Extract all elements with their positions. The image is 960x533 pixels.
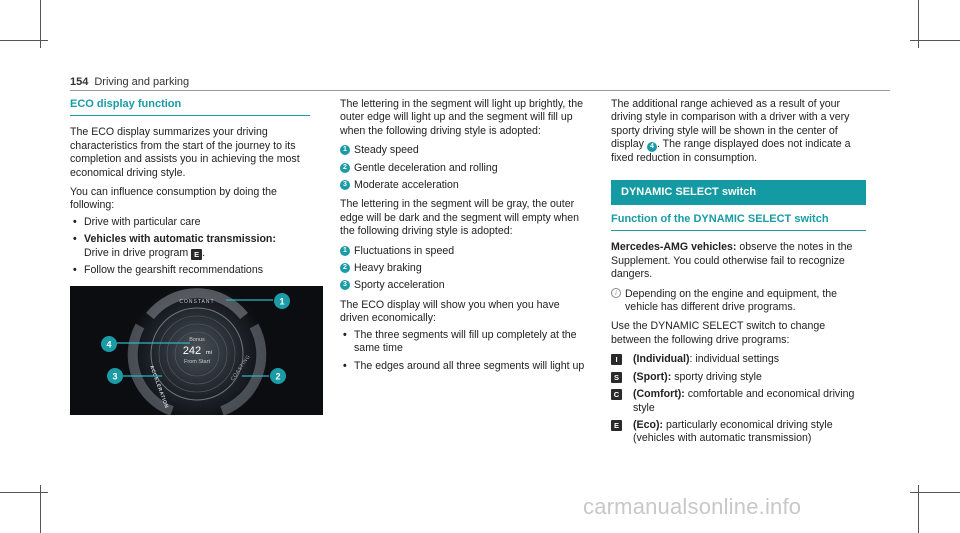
program-individual: I (Individual): individual settings [611, 353, 866, 366]
svg-text:3: 3 [112, 371, 118, 382]
eco-program-key-icon: E [611, 420, 622, 431]
bright-list [340, 144, 590, 192]
label-acceleration: ACCELERATION [148, 364, 170, 410]
sport-key-icon: S [611, 372, 622, 383]
list-item: 1 Steady speed [340, 144, 590, 157]
column-segments [340, 98, 590, 379]
eco-key-icon: E [191, 249, 202, 260]
page-header [70, 76, 189, 89]
callout-ref-4: 4 [647, 142, 657, 152]
eco-heading: ECO display function [70, 98, 310, 116]
info-note: i Depending on the engine and equipment, the vehicle has different drive programs. [611, 288, 866, 315]
page-number: 154 [70, 76, 89, 88]
bonus-value: 242 [182, 345, 202, 357]
bonus-sub: From Start [184, 359, 210, 365]
range-text: The additional range achieved as a result of your driving style in comparison with a driver with a very sporty driving style will be shown in the center of display 4 . The range displayed does not indicate a fixed reduction in consumption. [611, 98, 851, 165]
crop-mark [0, 40, 48, 41]
bonus-label: Bonus [189, 337, 205, 343]
list-item: • The three segments will fill up completely at the same time [343, 328, 577, 355]
list-item: 1 Fluctuations in speed [340, 245, 590, 258]
eco-tips [70, 216, 310, 278]
segment-bright-text: The lettering in the segment will light up brightly, the outer edge will light up and the segment will fill up when the following driving style is adopted: [340, 98, 583, 137]
list-item: • Follow the gearshift recommendations [73, 264, 264, 277]
callout-4 [101, 336, 117, 352]
economical-list [340, 329, 590, 373]
list-item: • Drive with particular care [73, 215, 201, 228]
individual-key-icon: I [611, 354, 622, 365]
list-item: 2 Heavy braking [340, 262, 590, 275]
callout-1 [274, 293, 290, 309]
list-item: 3 Sporty acceleration [340, 279, 590, 292]
info-icon: i [611, 288, 621, 298]
economical-text: The ECO display will show you when you have driven economically: [340, 298, 560, 325]
eco-influence: You can influence consumption by doing the following: [70, 186, 277, 212]
program-comfort: C (Comfort): comfortable and economical driving style [611, 388, 866, 415]
column-dynamic-select [611, 98, 866, 450]
list-item: • Vehicles with automatic transmission: Drive in drive program E . [73, 233, 276, 259]
dynamic-select-heading: Function of the DYNAMIC SELECT switch [611, 213, 866, 231]
callout-2 [270, 368, 286, 384]
segment-gray-text: The lettering in the segment will be gray, the outer edge will be dark and the segment will empty when the following driving style is adopted: [340, 198, 580, 238]
program-eco: E (Eco): particularly economical driving style (vehicles with automatic transmission) [611, 419, 866, 446]
eco-intro: The ECO display summarizes your driving characteristics from the start of the journey to its completion and assists you in achieving the most economical driving style. [70, 126, 300, 179]
list-item: • The edges around all three segments will light up [343, 359, 585, 372]
header-rule [70, 90, 890, 91]
watermark: carmanualsonline.info [583, 494, 802, 519]
section-title: Driving and parking [94, 76, 190, 88]
program-sport: S (Sport): sporty driving style [611, 371, 866, 384]
svg-text:4: 4 [106, 339, 112, 350]
svg-text:2: 2 [275, 371, 281, 382]
crop-mark [910, 40, 960, 41]
comfort-key-icon: C [611, 389, 622, 400]
crop-mark [910, 492, 960, 493]
crop-mark [0, 492, 48, 493]
eco-display-graphic [70, 286, 323, 415]
column-eco [70, 98, 310, 283]
svg-text:1: 1 [279, 296, 285, 307]
amg-note: Mercedes-AMG vehicles: observe the notes in the Supplement. You could otherwise fail to recognize dangers. [611, 241, 853, 281]
callout-3 [107, 368, 123, 384]
list-item: 3 Moderate acceleration [340, 179, 590, 192]
bonus-unit: mi [206, 350, 212, 356]
use-text: Use the DYNAMIC SELECT switch to change between the following drive programs: [611, 320, 826, 346]
gray-list [340, 245, 590, 293]
section-banner: DYNAMIC SELECT switch [611, 180, 866, 205]
list-item: 2 Gentle deceleration and rolling [340, 162, 590, 175]
label-coasting: COASTING [229, 354, 252, 383]
label-constant: CONSTANT [179, 299, 215, 305]
eco-display-figure [70, 286, 323, 415]
